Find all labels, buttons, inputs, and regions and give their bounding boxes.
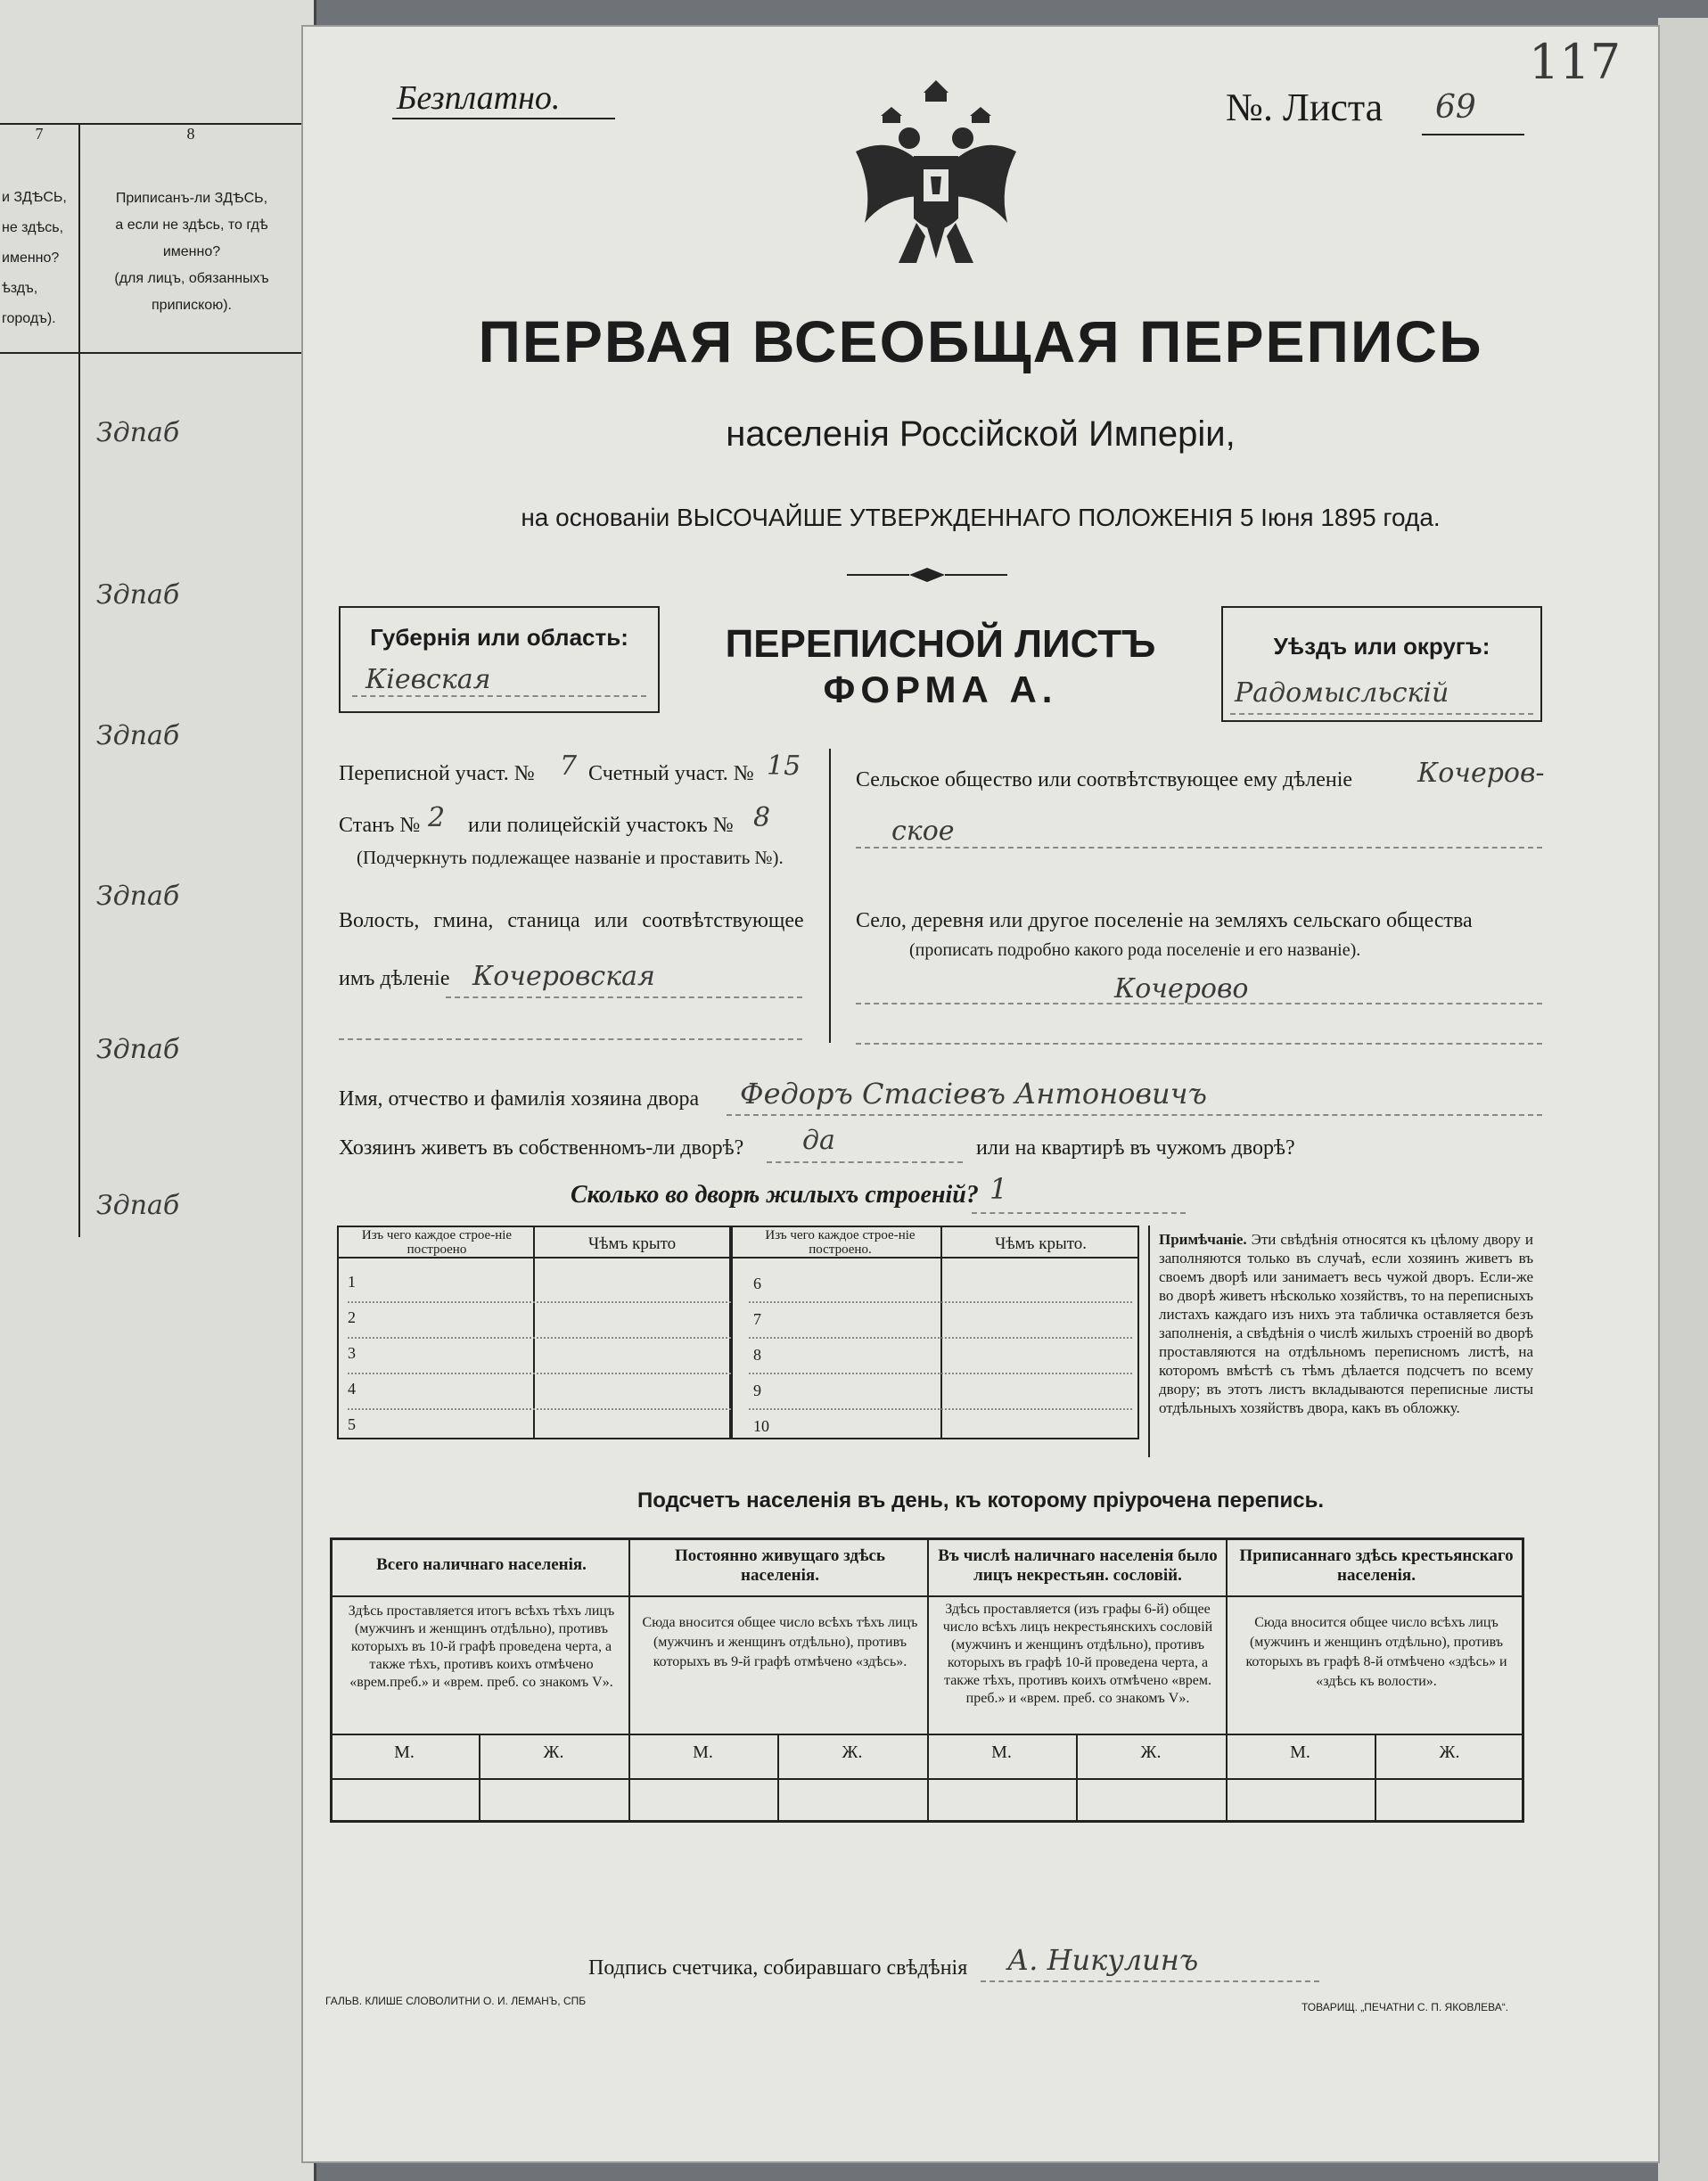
- footer-right: ТОВАРИЩ. „ПЕЧАТНИ С. П. ЯКОВЛЕВА“.: [1302, 2001, 1509, 2013]
- counting-district-value: 15: [767, 750, 801, 782]
- police-label: или полицейскій участокъ №: [468, 814, 734, 837]
- summary-zh-4: Ж.: [1439, 1742, 1460, 1762]
- guberniya-value: Кіевская: [365, 664, 491, 695]
- census-district-label: Переписной участ. №: [339, 762, 535, 785]
- subtitle: населенія Россійской Имперіи,: [726, 414, 1236, 454]
- main-title: ПЕРВАЯ ВСЕОБЩАЯ ПЕРЕПИСЬ: [478, 308, 1483, 374]
- summary-col4-head: Приписаннаго здѣсь крестьянскаго населенія.: [1239, 1546, 1514, 1585]
- guberniya-label: Губернія или область:: [370, 624, 628, 651]
- census-district-value: 7: [560, 750, 578, 782]
- buildings-col3-header: Изъ чего каждое строе-ніе построено.: [765, 1228, 916, 1257]
- uezd-value: Радомысльскій: [1235, 677, 1449, 709]
- village-label: Село, деревня или другое поселеніе на земляхъ сельскаго общества: [856, 909, 1473, 932]
- basis-line: на основаніи ВЫСОЧАЙШЕ УТВЕРЖДЕННАГО ПОЛОЖЕНІЯ 5 Іюня 1895 года.: [521, 504, 1441, 531]
- summary-col1-head: Всего наличнаго населенія.: [376, 1555, 587, 1574]
- note-label: Примѣчаніе.: [1159, 1231, 1247, 1248]
- owner-value: Федоръ Стасіевъ Антоновичъ: [740, 1077, 1207, 1111]
- summary-col3-head: Въ числѣ наличнаго населенія было лицъ некрестьян. сословій.: [938, 1546, 1218, 1585]
- sheet-number-label: №. Листа: [1226, 86, 1384, 129]
- buildings-col4-header: Чѣмъ крыто.: [994, 1234, 1088, 1253]
- stan-label: Станъ №: [339, 814, 421, 837]
- note-text: Эти свѣдѣнія относятся къ цѣлому двору и заполняются только въ случаѣ, если хозяинъ живетъ въ своемъ дворѣ или занимаетъ весь чужой дворъ. Если-же во дворѣ живетъ нѣсколько хозяйствъ, то на переписныхъ листахъ каждаго изъ нихъ эта табличка оставляется безъ заполненія, а свѣдѣнія о числѣ жилыхъ строеній во дворѣ проставляются на отдѣльномъ переписномъ листѣ, на которомъ вмѣстѣ съ тѣмъ дѣлается подсчетъ по всему двору; въ этотъ листъ вкладываются переписные листы отдѣльныхъ хозяйствъ двора, какъ въ обложку.: [1159, 1231, 1533, 1416]
- buildings-col1-header: Изъ чего каждое строе-ніе построено: [361, 1228, 513, 1257]
- summary-zh-3: Ж.: [1140, 1742, 1162, 1762]
- form-type: ФОРМА А.: [823, 668, 1058, 710]
- counting-district-label: Счетный участ. №: [588, 762, 754, 785]
- page-number: 117: [1529, 34, 1622, 90]
- imperial-eagle-emblem: [838, 71, 1034, 276]
- signature-label: Подпись счетчика, собиравшаго свѣдѣнія: [588, 1956, 968, 1980]
- village-value: Кочерово: [1114, 973, 1249, 1004]
- col7-header: 7: [35, 125, 44, 143]
- left-entry: Здпаб: [96, 1034, 180, 1065]
- col8-text: Приписанъ-ли ЗДѢСЬ, а если не здѣсь, то гдѣ именно? (для лицъ, обязанныхъ припискою).: [114, 191, 269, 313]
- lives-label: Хозяинъ живетъ въ собственномъ-ли дворѣ?: [339, 1136, 744, 1160]
- volost-value: Кочеровская: [472, 961, 655, 992]
- summary-col4-desc: Сюда вносится общее число всѣхъ лицъ (мужчинъ и женщинъ отдѣльно), противъ которыхъ въ графѣ 8-й отмѣчено «здѣсь» и «здѣсь къ волости».: [1245, 1615, 1507, 1689]
- left-entry: Здпаб: [96, 720, 180, 751]
- buildings-left-rows: 1 2 3 4 5: [348, 1273, 356, 1433]
- summary-col1-desc: Здѣсь проставляется итогъ всѣхъ тѣхъ лицъ (мужчинъ и женщинъ отдѣльно), противъ которыхъ въ 10-й графѣ проведена черта, а также тѣхъ, противъ коихъ отмѣчено «врем.преб.» и «врем. преб. со знакомъ V».: [348, 1603, 615, 1690]
- society-label: Сельское общество или соотвѣтствующее ему дѣленіе: [856, 768, 1353, 791]
- buildings-value: 1: [989, 1172, 1008, 1206]
- volost-label-2: имъ дѣленіе: [339, 967, 450, 990]
- signature-value: А. Никулинъ: [1007, 1943, 1199, 1977]
- left-page-fragment: [0, 0, 316, 2181]
- buildings-label: Сколько во дворѣ жилыхъ строеній?: [571, 1181, 979, 1209]
- summary-col2-head: Постоянно живущаго здѣсь населенія.: [675, 1546, 885, 1585]
- note: [1159, 1230, 1533, 1417]
- free-label: Безплатно.: [397, 79, 561, 117]
- col8-header: 8: [186, 125, 195, 143]
- society-value: Кочеров-: [1417, 758, 1545, 789]
- guberniya-box: [339, 606, 660, 713]
- footer-left: ГАЛЬВ. КЛИШЕ СЛОВОЛИТНИ О. И. ЛЕМАНЪ, СПБ: [325, 1995, 587, 2007]
- left-entry: Здпаб: [96, 881, 180, 912]
- buildings-col2-header: Чѣмъ крыто: [587, 1234, 677, 1253]
- stan-value: 2: [428, 802, 446, 833]
- summary-m-2: М.: [693, 1742, 713, 1762]
- summary-col3-desc: Здѣсь проставляется (изъ графы 6-й) общее число всѣхъ лицъ некрестьянскихъ сословій (мужчинъ и женщинъ отдѣльно), противъ которыхъ въ графѣ 10-й проведена черта, а также тѣхъ, противъ коихъ отмѣчено «врем. преб.» и «врем. преб. со знакомъ V».: [942, 1602, 1213, 1706]
- left-entry: Здпаб: [96, 579, 180, 611]
- summary-m-1: М.: [394, 1742, 415, 1762]
- underline-note: (Подчеркнуть подлежащее названіе и проставить №).: [357, 847, 784, 868]
- ornament-divider: [847, 566, 1007, 584]
- left-entry: Здпаб: [96, 417, 180, 448]
- volost-label: Волость, гмина, станица или соотвѣтствующее: [339, 909, 804, 932]
- owner-label: Имя, отчество и фамилія хозяина двора: [339, 1087, 700, 1111]
- summary-zh-2: Ж.: [842, 1742, 863, 1762]
- summary-m-4: М.: [1290, 1742, 1310, 1762]
- form-title: ПЕРЕПИСНОЙ ЛИСТЪ: [725, 622, 1156, 666]
- society-value-2: ское: [891, 816, 955, 847]
- uezd-label: Уѣздъ или округъ:: [1273, 633, 1490, 660]
- left-entry: Здпаб: [96, 1190, 180, 1221]
- lives-label-2: или на квартирѣ въ чужомъ дворѣ?: [976, 1136, 1295, 1160]
- sheet-number-value: 69: [1435, 89, 1476, 126]
- village-note: (прописать подробно какого рода поселеніе и его названіе).: [909, 940, 1361, 960]
- right-page-edges: [1658, 18, 1708, 2181]
- buildings-right-rows: 6 7 8 9 10: [753, 1275, 769, 1435]
- summary-title: Подсчетъ населенія въ день, къ которому пріурочена перепись.: [637, 1488, 1324, 1513]
- police-value: 8: [753, 802, 771, 833]
- lives-value: да: [802, 1125, 835, 1156]
- summary-zh-1: Ж.: [543, 1742, 564, 1762]
- summary-col2-desc: Сюда вносится общее число всѣхъ тѣхъ лицъ (мужчинъ и женщинъ отдѣльно), противъ которыхъ въ 9-й графѣ отмѣчено «здѣсь».: [642, 1615, 918, 1669]
- summary-m-3: М.: [991, 1742, 1012, 1762]
- col7-text: и ЗДѢСЬ, не здѣсь, именно? ѣздъ, городъ).: [2, 190, 67, 326]
